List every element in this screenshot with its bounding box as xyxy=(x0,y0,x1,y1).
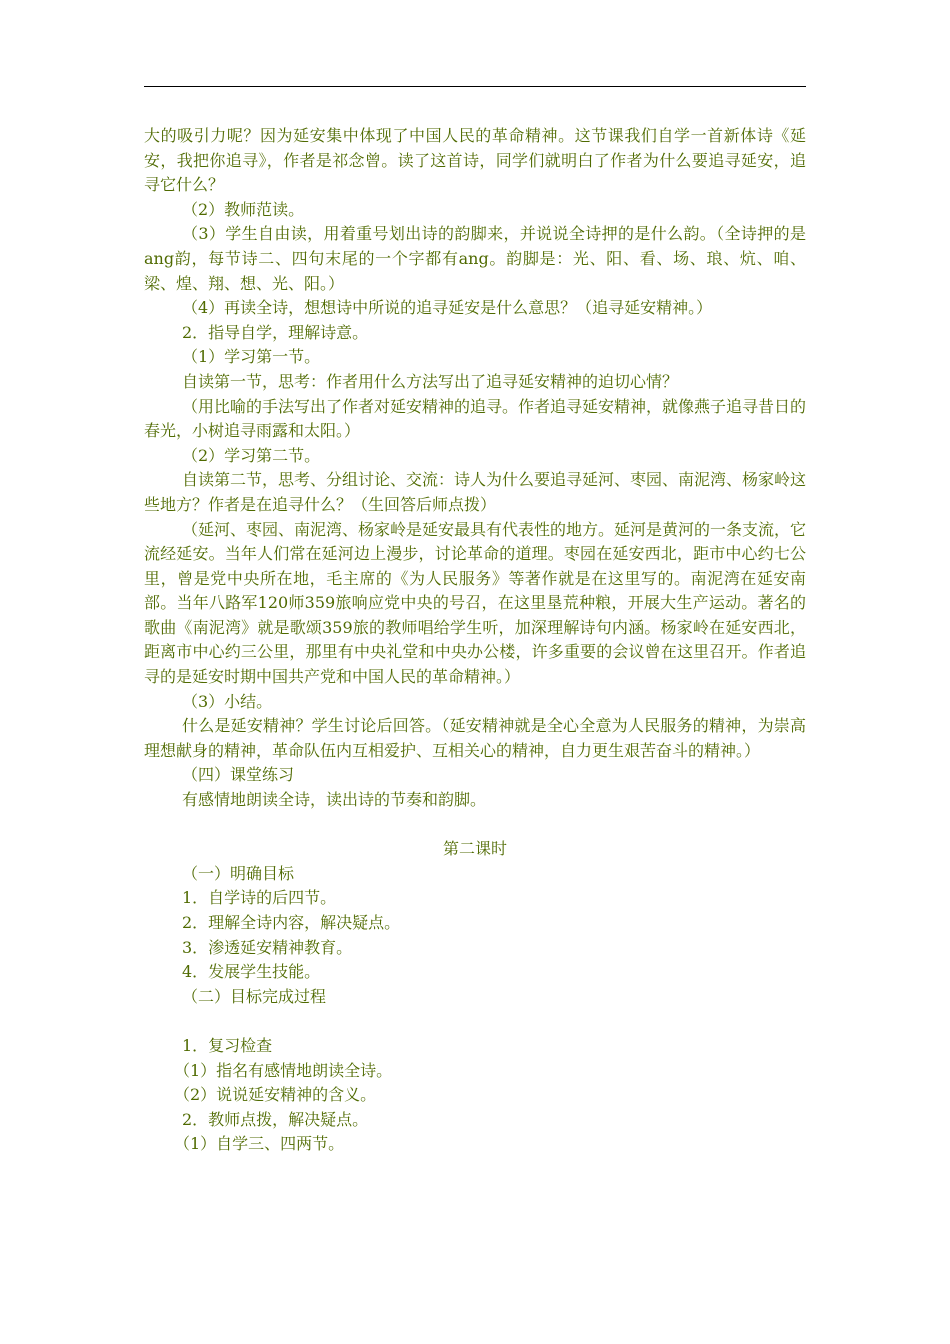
paragraph-section1-answer: （用比喻的手法写出了作者对延安精神的追寻。作者追寻延安精神，就像燕子追寻昔日的春光，小树追寻雨露和太阳。） xyxy=(144,396,807,441)
paragraph-step-free-read: （3）学生自由读，用着重号划出诗的韵脚来，并说说全诗押的是什么韵。（全诗押的是ang韵，每节诗二、四句末尾的一个字都有ang。韵脚是：光、阳、看、场、琅、炕、咱、梁、煌、翔、想、光、阳。） xyxy=(144,224,806,293)
review-item-1: （1）指名有感情地朗读全诗。 xyxy=(174,1060,393,1080)
document-body xyxy=(144,124,806,1157)
paragraph-section2-question: 自读第二节，思考、分组讨论、交流：诗人为什么要追寻延河、枣园、南泥湾、杨家岭这些地方？作者是在追寻什么？（生回答后师点拨） xyxy=(144,470,807,514)
paragraph-goals-heading: （一）明确目标 xyxy=(182,863,295,883)
goal-item-4: 4．发展学生技能。 xyxy=(182,962,321,982)
goal-item-3: 3．渗透延安精神教育。 xyxy=(182,937,353,957)
paragraph-step-teacher-read: （2）教师范读。 xyxy=(182,199,305,219)
paragraph-guide-heading: 2．指导自学，理解诗意。 xyxy=(182,322,369,342)
paragraph-teacher-guide-heading: 2．教师点拨，解决疑点。 xyxy=(182,1109,369,1129)
lesson-two-title: 第二课时 xyxy=(442,839,507,859)
paragraph-section1-heading: （1）学习第一节。 xyxy=(182,347,321,367)
header-rule xyxy=(144,86,806,87)
spacer xyxy=(144,1009,806,1034)
paragraph-section2-answer: （延河、枣园、南泥湾、杨家岭是延安最具有代表性的地方。延河是黄河的一条支流，它流经延安。当年人们常在延河边上漫步，讨论革命的道理。枣园在延安西北，距市中心约七公里，曾是党中央所在地，毛主席的《为人民服务》等著作就是在这里写的。南泥湾在延安南部。当年八路军120师359旅响应党中央的号召，在这里垦荒种粮，开展大生产运动。著名的歌曲《南泥湾》就是歌颂359旅的教师唱给学生听，加深理解诗句内涵。杨家岭在延安西北，距离市中心约三公里，那里有中央礼堂和中央办公楼，许多重要的会议曾在这里召开。作者追寻的是延安时期中国共产党和中国人民的革命精神。） xyxy=(144,519,807,687)
paragraph-section2-heading: （2）学习第二节。 xyxy=(182,445,321,465)
paragraph-process-heading: （二）目标完成过程 xyxy=(182,986,327,1006)
paragraph-practice-text: 有感情地朗读全诗，读出诗的节奏和韵脚。 xyxy=(182,790,487,810)
paragraph-review-heading: 1．复习检查 xyxy=(182,1035,273,1055)
goal-item-2: 2．理解全诗内容，解决疑点。 xyxy=(182,913,401,932)
paragraph-section1-question: 自读第一节，思考：作者用什么方法写出了追寻延安精神的迫切心情？ xyxy=(182,371,679,391)
paragraph-summary-heading: （3）小结。 xyxy=(182,691,273,711)
paragraph-practice-heading: （四）课堂练习 xyxy=(182,765,295,785)
guide-item-1: （1）自学三、四两节。 xyxy=(174,1134,345,1154)
paragraph-step-reread: （4）再读全诗，想想诗中所说的追寻延安是什么意思？（追寻延安精神。） xyxy=(182,298,713,318)
spacer xyxy=(144,813,806,838)
paragraph-intro: 大的吸引力呢？因为延安集中体现了中国人民的革命精神。这节课我们自学一首新体诗《延安，我把你追寻》，作者是祁念曾。读了这首诗，同学们就明白了作者为什么要追寻延安，追寻它什么？ xyxy=(144,126,806,195)
goal-item-1: 1．自学诗的后四节。 xyxy=(182,888,337,908)
paragraph-summary-text: 什么是延安精神？学生讨论后回答。（延安精神就是全心全意为人民服务的精神，为崇高理想献身的精神，革命队伍内互相爱护、互相关心的精神，自力更生艰苦奋斗的精神。） xyxy=(144,716,806,760)
review-item-2: （2）说说延安精神的含义。 xyxy=(174,1085,377,1105)
